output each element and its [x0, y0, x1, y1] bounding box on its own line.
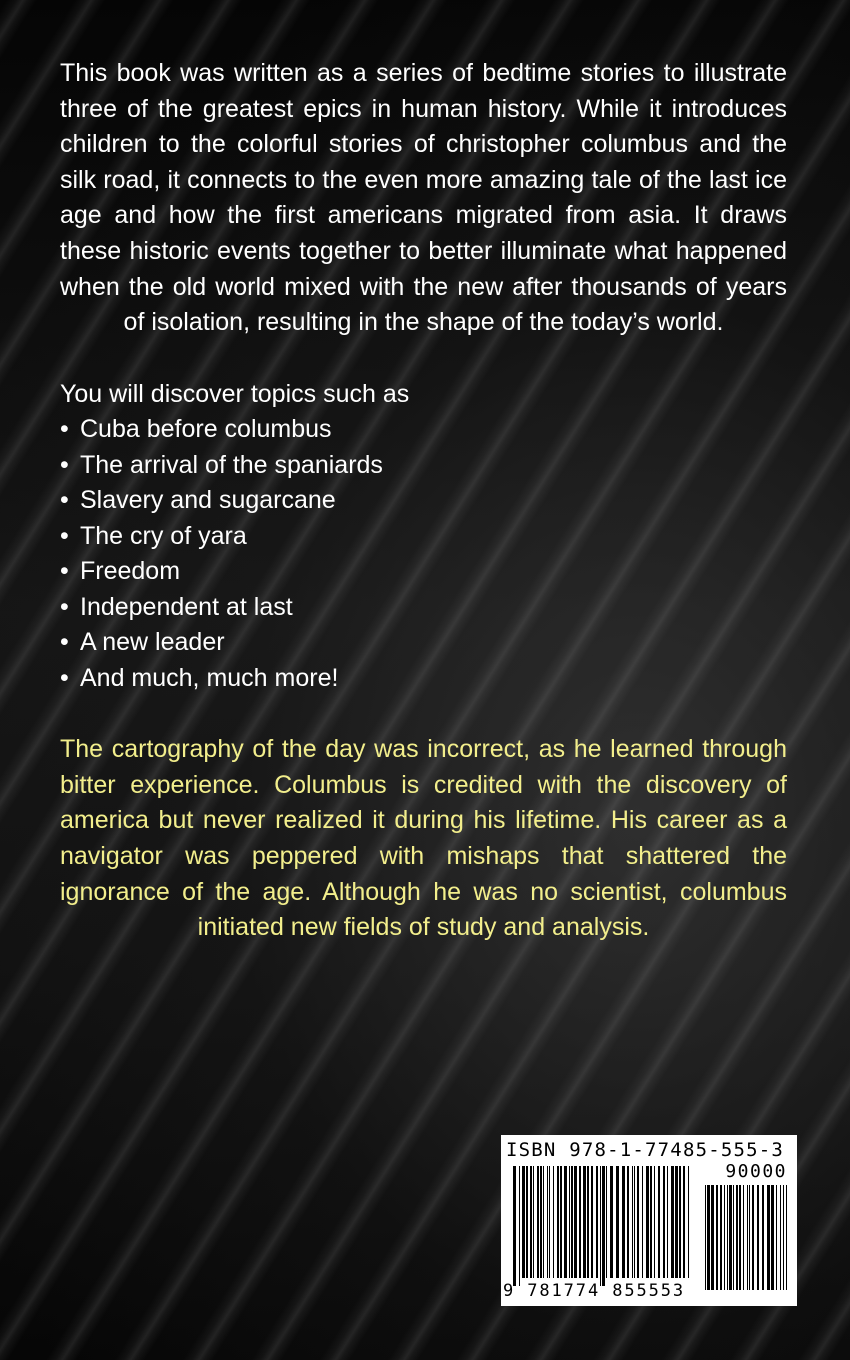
barcode-bar — [757, 1185, 759, 1290]
barcode-bar — [747, 1185, 748, 1290]
bullet: • — [60, 521, 69, 550]
topic-label: The arrival of the spaniards — [80, 450, 383, 479]
barcode-bar — [569, 1166, 570, 1278]
addon-barcode-bars — [705, 1185, 787, 1298]
barcode-bar — [606, 1166, 607, 1278]
topic-label: A new leader — [80, 628, 225, 657]
barcode-bar — [540, 1166, 542, 1278]
barcode-bar — [513, 1166, 516, 1286]
barcode-bar — [654, 1166, 655, 1278]
bullet: • — [60, 557, 69, 586]
barcode-bar — [533, 1166, 534, 1278]
list-item — [60, 519, 787, 555]
topic-list — [60, 412, 787, 696]
list-item — [60, 625, 787, 661]
barcode-bar — [634, 1166, 635, 1278]
barcode-bar — [720, 1185, 722, 1290]
barcode-digits: 9 781774 855553 — [503, 1281, 686, 1301]
barcode-bar — [574, 1166, 577, 1278]
topic-label: Independent at last — [80, 592, 293, 621]
barcode-bar — [553, 1166, 554, 1278]
closing-paragraph: The cartography of the day was incorrect, as he learned through bitter experience. Columbus is credited with the discovery of america but never realized it during his lifetime. His career as a navigator was peppered with mishaps that shattered the ignorance of the age. Although he was no scientist, columbus initiated new fields of study and analysis. — [60, 735, 787, 942]
barcode-bar — [729, 1185, 732, 1290]
barcode-bar — [771, 1185, 774, 1290]
barcode-bar — [679, 1166, 681, 1278]
barcode-bar — [667, 1166, 668, 1278]
isbn-number: ISBN 978-1-77485-555-3 — [506, 1139, 785, 1161]
barcode-bar — [776, 1185, 777, 1290]
isbn-barcode — [501, 1135, 797, 1306]
barcode-bar — [627, 1166, 629, 1278]
barcode-bar — [733, 1185, 734, 1290]
barcode-bar — [707, 1185, 710, 1290]
barcode-bar — [600, 1166, 601, 1286]
barcode-bar — [610, 1166, 613, 1278]
intro-paragraph: This book was written as a series of bedtime stories to illustrate three of the greatest epics in human history. While it introduces children to the colorful stories of christopher columbus and the silk road, it connects to the even more amazing tale of the last ice age and how the first americans migrated from asia. It draws these historic events together to better illuminate what happened when the old world mixed with the new after thousands of years of isolation, resulting in the shape of the today’s world. — [60, 59, 787, 337]
barcode-bar — [526, 1166, 528, 1278]
barcode-bar — [675, 1166, 678, 1278]
price-code: 90000 — [725, 1161, 787, 1182]
barcode-bar — [727, 1185, 728, 1290]
barcode-bar — [579, 1166, 581, 1278]
bullet: • — [60, 592, 69, 621]
barcode-bar — [736, 1185, 738, 1290]
barcode-bar — [650, 1166, 652, 1278]
bullet: • — [60, 450, 69, 479]
barcode-bar — [767, 1185, 770, 1290]
list-item — [60, 590, 787, 626]
barcode-bar — [780, 1185, 781, 1290]
bullet: • — [60, 415, 69, 444]
topic-label: Slavery and sugarcane — [80, 486, 336, 515]
barcode-bar — [752, 1185, 754, 1290]
barcode-bar — [622, 1166, 625, 1278]
topics-intro: You will discover topics such as — [60, 379, 410, 408]
barcode-bar — [543, 1166, 544, 1278]
barcode-bar — [749, 1185, 750, 1290]
ean-barcode-bars — [513, 1166, 691, 1286]
list-item — [60, 448, 787, 484]
bullet: • — [60, 663, 69, 692]
barcode-bar — [596, 1166, 598, 1278]
barcode-bar — [658, 1166, 660, 1278]
barcode-bar — [683, 1166, 685, 1278]
spacer — [60, 696, 787, 732]
list-item — [60, 554, 787, 590]
barcode-bar — [646, 1166, 649, 1278]
bullet: • — [60, 486, 69, 515]
barcode-bar — [739, 1185, 741, 1290]
barcode-bar — [688, 1166, 689, 1278]
topic-label: The cry of yara — [80, 521, 247, 550]
barcode-bar — [560, 1166, 562, 1278]
barcode-bar — [530, 1166, 532, 1278]
spacer — [60, 341, 787, 377]
barcode-bar — [557, 1166, 559, 1278]
list-item — [60, 412, 787, 448]
barcode-bar — [591, 1166, 593, 1278]
barcode-bar — [587, 1166, 589, 1278]
topic-label: Freedom — [80, 557, 181, 586]
barcode-bar — [602, 1166, 605, 1286]
barcode-bar — [547, 1166, 548, 1278]
barcode-bar — [642, 1166, 643, 1278]
barcode-bar — [537, 1166, 539, 1278]
barcode-bar — [671, 1166, 674, 1278]
barcode-bar — [637, 1166, 639, 1278]
barcode-bar — [522, 1166, 525, 1278]
barcode-bar — [743, 1185, 744, 1290]
barcode-bar — [583, 1166, 586, 1278]
barcode-bar — [762, 1185, 764, 1290]
barcode-bar — [616, 1166, 619, 1278]
topic-label: And much, much more! — [80, 663, 339, 692]
list-item — [60, 483, 787, 519]
barcode-bar — [705, 1185, 706, 1290]
barcode-bar — [549, 1166, 550, 1278]
barcode-bar — [716, 1185, 718, 1290]
list-item — [60, 661, 787, 697]
barcode-bar — [632, 1166, 633, 1278]
bullet: • — [60, 628, 69, 657]
barcode-bar — [571, 1166, 573, 1278]
barcode-bar — [786, 1185, 787, 1290]
back-cover-text — [60, 56, 787, 946]
barcode-bar — [519, 1166, 520, 1286]
barcode-bar — [724, 1185, 725, 1290]
barcode-bar — [711, 1185, 714, 1290]
barcode-bar — [783, 1185, 784, 1290]
barcode-bar — [663, 1166, 665, 1278]
barcode-bar — [564, 1166, 567, 1278]
topic-label: Cuba before columbus — [80, 415, 332, 444]
